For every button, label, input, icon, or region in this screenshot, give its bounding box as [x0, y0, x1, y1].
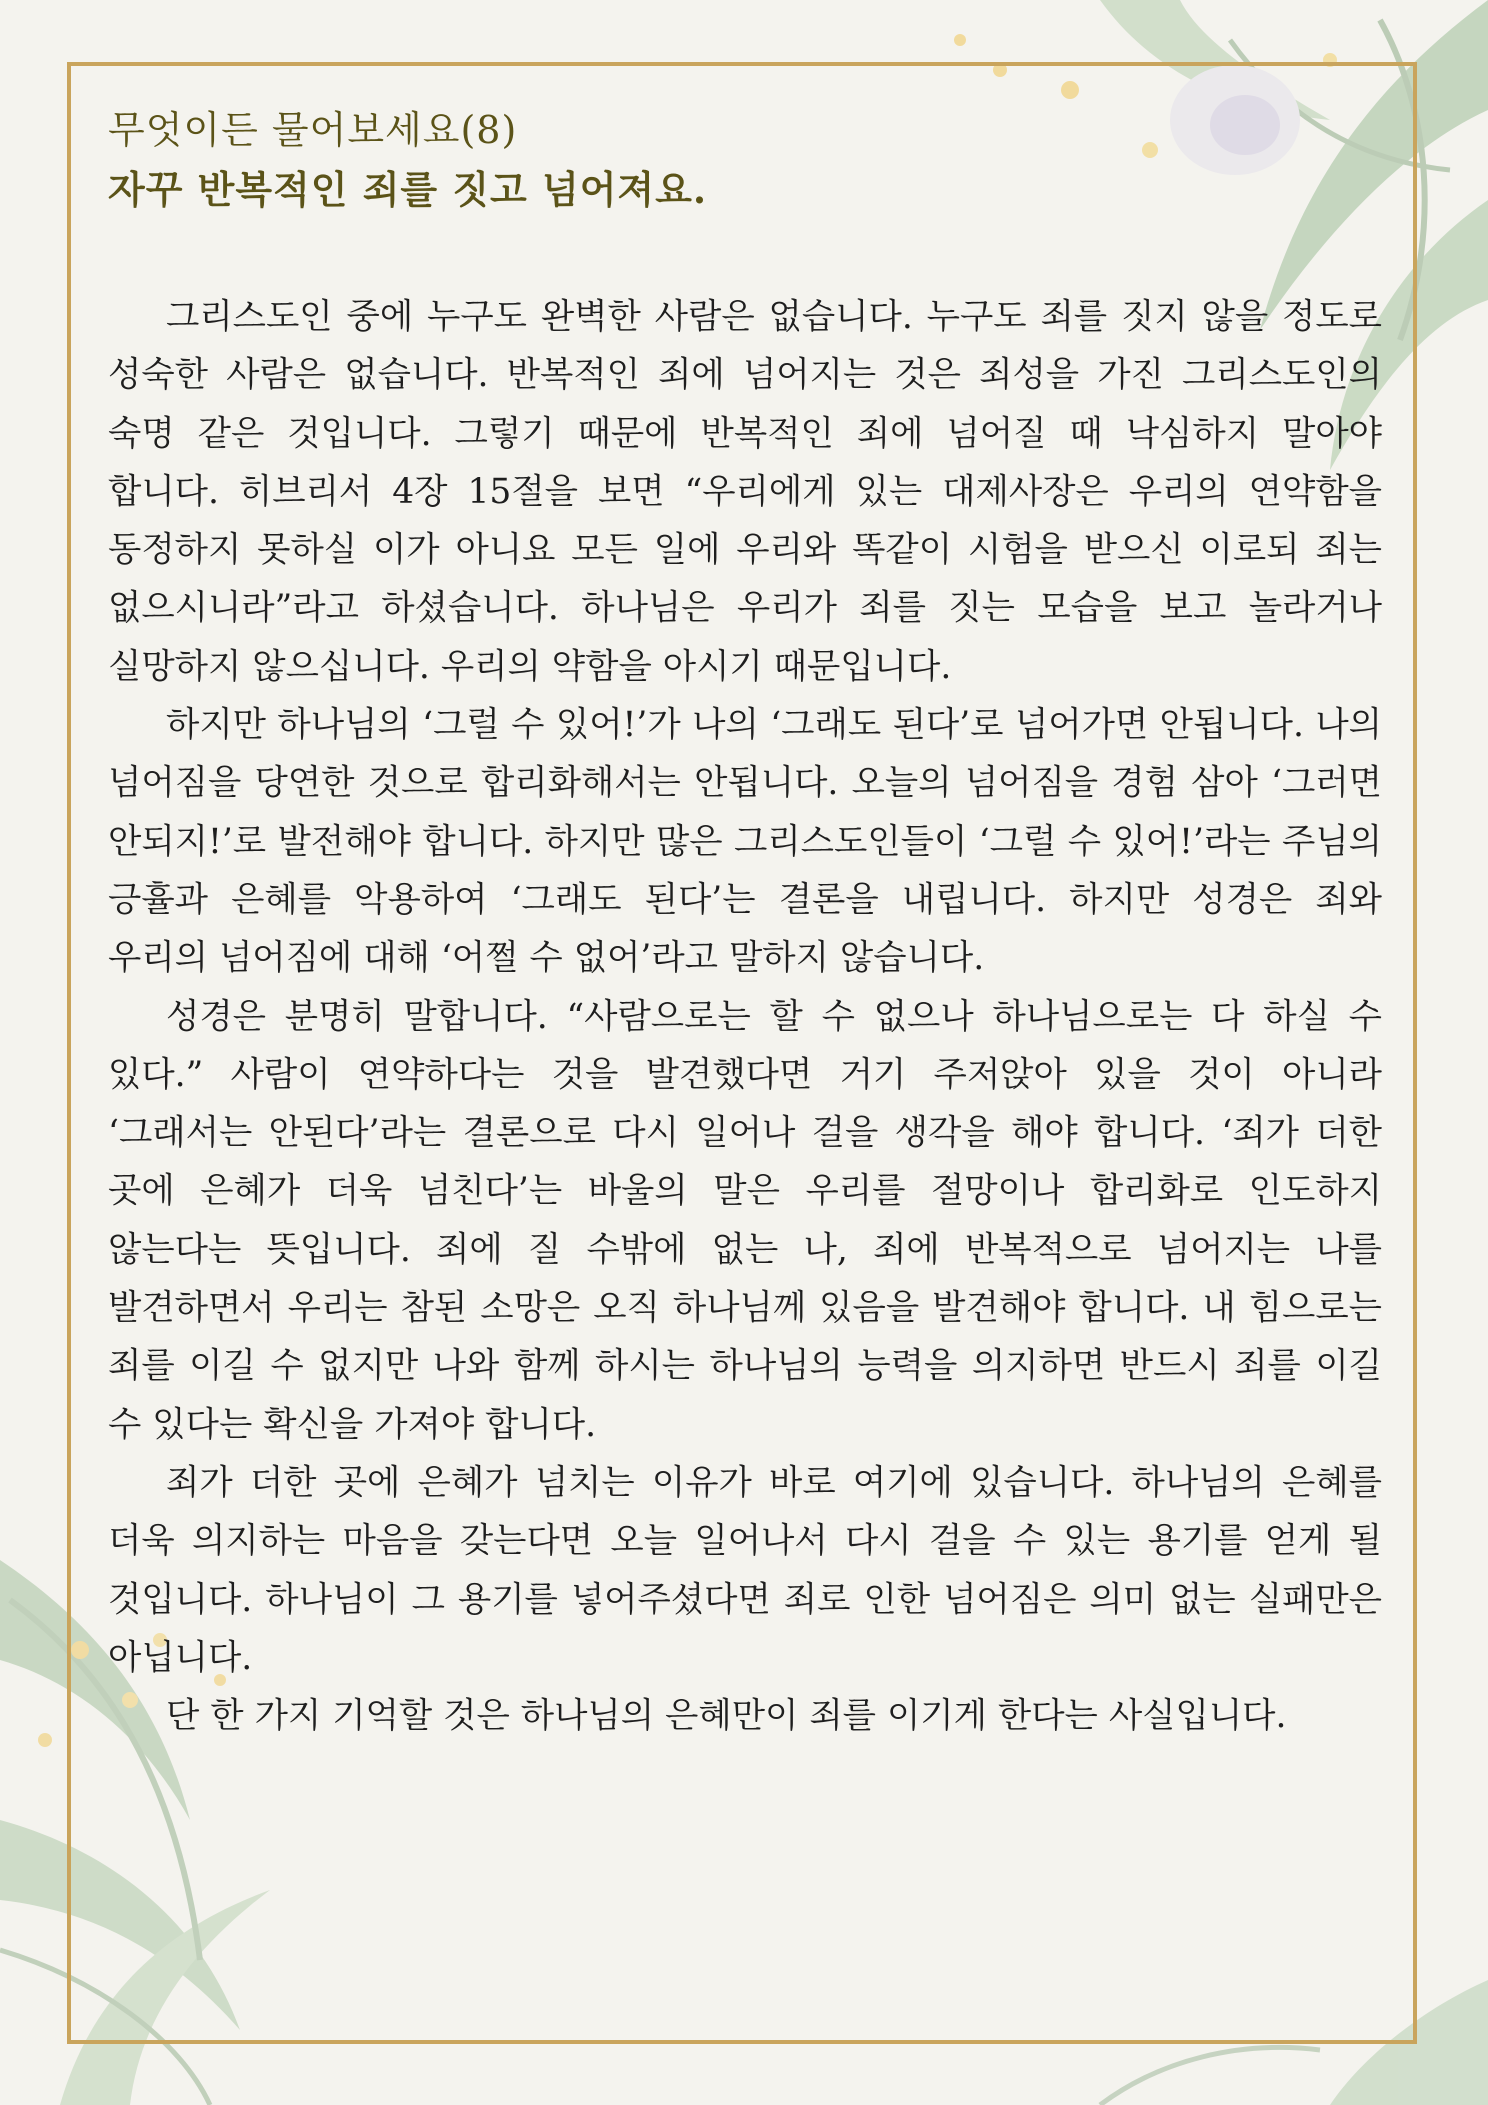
body-paragraph-4: 죄가 더한 곳에 은혜가 넘치는 이유가 바로 여기에 있습니다. 하나님의 은혜를 더욱 의지하는 마음을 갖는다면 오늘 일어나서 다시 걸을 수 있는 용기를 얻게 될 것입니다. 하나님이 그 용기를 넣어주셨다면 죄로 인한 넘어짐은 의미 없는 실패만은 아닙니다.	[108, 1462, 1383, 1678]
body-paragraph-2: 하지만 하나님의 ‘그럴 수 있어!’가 나의 ‘그래도 된다’로 넘어가면 안됩니다. 나의 넘어짐을 당연한 것으로 합리화해서는 안됩니다. 오늘의 넘어짐을 경험 삼아 ‘그러면 안되지!’로 발전해야 합니다. 하지만 많은 그리스도인들이 ‘그럴 수 있어!’라는 주님의 긍휼과 은혜를 악용하여 ‘그래도 된다’는 결론을 내립니다. 하지만 성경은 죄와 우리의 넘어짐에 대해 ‘어쩔 수 없어’라고 말하지 않습니다.	[108, 705, 1382, 979]
body-paragraph-1: 그리스도인 중에 누구도 완벽한 사람은 없습니다. 누구도 죄를 짓지 않을 정도로 성숙한 사람은 없습니다. 반복적인 죄에 넘어지는 것은 죄성을 가진 그리스도인의 숙명 같은 것입니다. 그렇기 때문에 반복적인 죄에 넘어질 때 낙심하지 말아야 합니다. 히브리서 4장 15절을 보면 “우리에게 있는 대제사장은 우리의 연약함을 동정하지 못하실 이가 아니요 모든 일에 우리와 똑같이 시험을 받으신 이로되 죄는 없으시니라”라고 하셨습니다. 하나님은 우리가 죄를 짓는 모습을 보고 놀라거나 실망하지 않으십니다. 우리의 약함을 아시기 때문입니다.	[108, 297, 1382, 687]
body-paragraph-5: 단 한 가지 기억할 것은 하나님의 은혜만이 죄를 이기게 한다는 사실입니다.	[166, 1696, 1287, 1737]
article-title-series: 무엇이든 물어보세요(8)	[108, 108, 518, 152]
article-body	[108, 288, 1382, 1745]
article-title-question: 자꾸 반복적인 죄를 짓고 넘어져요.	[108, 167, 708, 212]
body-paragraph-3: 성경은 분명히 말합니다. “사람으로는 할 수 없으나 하나님으로는 다 하실 수 있다.” 사람이 연약하다는 것을 발견했다면 거기 주저앉아 있을 것이 아니라 ‘그래서는 안된다’라는 결론으로 다시 일어나 걸을 생각을 해야 합니다. ‘죄가 더한 곳에 은혜가 더욱 넘친다’는 바울의 말은 우리를 절망이나 합리화로 인도하지 않는다는 뜻입니다. 죄에 질 수밖에 없는 나, 죄에 반복적으로 넘어지는 나를 발견하면서 우리는 참된 소망은 오직 하나님께 있음을 발견해야 합니다. 내 힘으로는 죄를 이길 수 없지만 나와 함께 하시는 하나님의 능력을 의지하면 반드시 죄를 이길 수 있다는 확신을 가져야 합니다.	[108, 996, 1382, 1445]
article-content	[108, 100, 1382, 1745]
